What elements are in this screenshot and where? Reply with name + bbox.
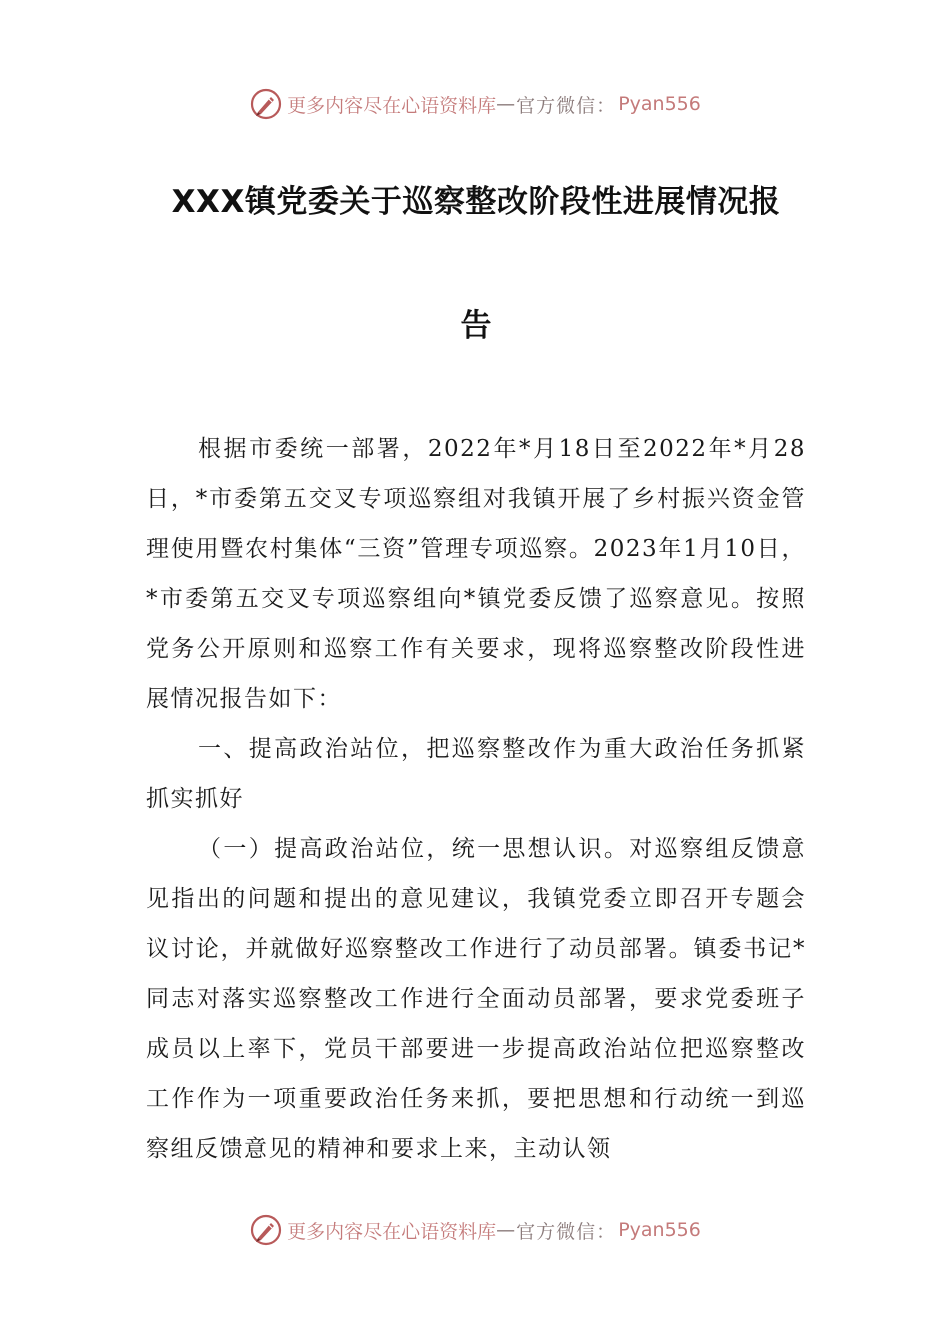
document-title-line-2: 告 [460,308,492,344]
pen-logo-icon [249,87,283,121]
watermark-dash: — [496,93,517,115]
document-title-line-1: XXX镇党委关于巡察整改阶段性进展情况报 [171,184,781,220]
watermark-wechat-label: 官方微信： [516,94,617,117]
watermark-header [0,84,950,124]
watermark-library-text: 更多内容尽在心语资料库 [287,1220,497,1243]
body-paragraph-subsection-one: （一）提高政治站位，统一思想认识。对巡察组反馈意见指出的问题和提出的意见建议，我镇党委立即召开专题会议讨论，并就做好巡察整改工作进行了动员部署。镇委书记*同志对落实巡察整改工作进行全面动员部署，要求党委班子成员以上率下，党员干部要进一步提高政治站位把巡察整改工作作为一项重要政治任务来抓，要把思想和行动统一到巡察组反馈意见的精神和要求上来，主动认领 [146,836,806,1162]
watermark-dash: — [496,1219,517,1241]
watermark-wechat-id: Pyan556 [618,1219,701,1241]
pen-logo-icon [249,1213,283,1247]
watermark-wechat-label: 官方微信： [516,1220,617,1243]
body-paragraph-intro: 根据市委统一部署，2022年*月18日至2022年*月28日，*市委第五交叉专项巡察组对我镇开展了乡村振兴资金管理使用暨农村集体“三资”管理专项巡察。2023年1月10日，*市委第五交叉专项巡察组向*镇党委反馈了巡察意见。按照党务公开原则和巡察工作有关要求，现将巡察整改阶段性进展情况报告如下： [146,436,806,712]
document-body [146,424,806,1174]
watermark-footer [0,1210,950,1250]
watermark-wechat-id: Pyan556 [618,93,701,115]
watermark-library-text: 更多内容尽在心语资料库 [287,94,497,117]
section-heading-one: 一、提高政治站位，把巡察整改作为重大政治任务抓紧抓实抓好 [146,736,806,812]
